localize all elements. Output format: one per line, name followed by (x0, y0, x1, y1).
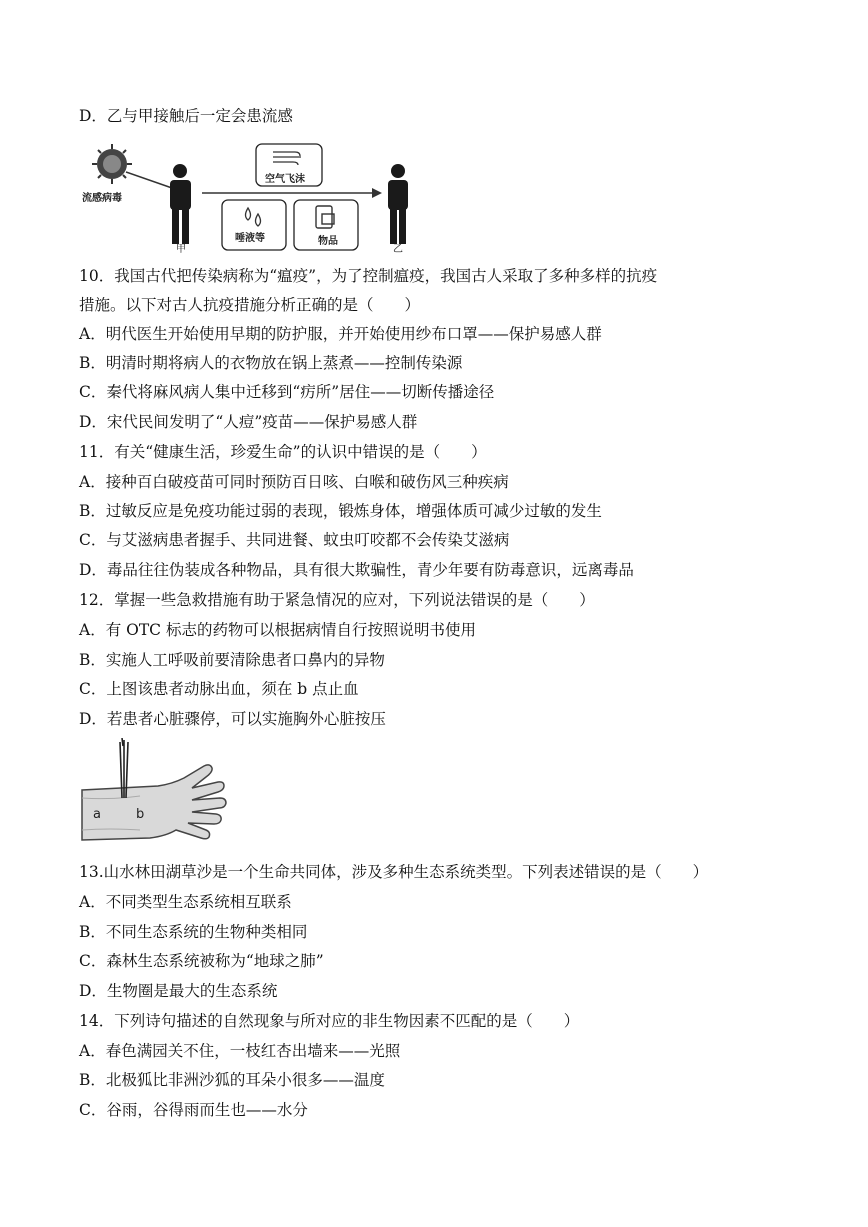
q12-option-d: D．若患者心脏骤停，可以实施胸外心脏按压 (79, 710, 386, 728)
q12-option-a: A．有 OTC 标志的药物可以根据病情自行按照说明书使用 (79, 621, 476, 639)
virus-label: 流感病毒 (82, 193, 122, 204)
arm-bleeding-figure (80, 738, 230, 852)
q12-stem: 12．掌握一些急救措施有助于紧急情况的应对，下列说法错误的是（ ） (79, 591, 595, 609)
q13-option-a: A．不同类型生态系统相互联系 (79, 893, 292, 911)
q10-stem-line2: 措施。以下对古人抗疫措施分析正确的是（ ） (79, 296, 421, 314)
q11-stem: 11．有关“健康生活，珍爱生命”的认识中错误的是（ ） (79, 443, 487, 461)
q10-option-c: C．秦代将麻风病人集中迁移到“疠所”居住——切断传播途径 (79, 383, 495, 401)
virus-icon (92, 144, 132, 184)
q10-stem-line1: 10．我国古代把传染病称为“瘟疫”，为了控制瘟疫，我国古人采取了多种多样的抗疫 (79, 267, 658, 285)
q10-option-d: D．宋代民间发明了“人痘”疫苗——保护易感人群 (79, 413, 418, 431)
q13-stem: 13.山水林田湖草沙是一个生命共同体，涉及多种生态系统类型。下列表述错误的是（ ） (79, 863, 709, 881)
point-b-label: b (136, 807, 145, 822)
q11-option-d: D．毒品往往伪装成各种物品，具有很大欺骗性，青少年要有防毒意识，远离毒品 (79, 561, 634, 579)
flu-transmission-figure (80, 138, 410, 254)
q11-option-c: C．与艾滋病患者握手、共同进餐、蚊虫叮咬都不会传染艾滋病 (79, 531, 510, 549)
q13-option-b: B．不同生态系统的生物种类相同 (79, 923, 308, 941)
person-b-icon (388, 164, 408, 244)
q13-option-c: C．森林生态系统被称为“地球之肺” (79, 952, 324, 970)
person-a-icon (170, 164, 191, 244)
q14-option-c: C．谷雨，谷得雨而生也——水分 (79, 1101, 308, 1119)
q10-option-b: B．明清时期将病人的衣物放在锅上蒸煮——控制传染源 (79, 354, 463, 372)
q11-option-a: A．接种百白破疫苗可同时预防百日咳、白喉和破伤风三种疾病 (79, 473, 509, 491)
saliva-label: 唾液等 (235, 233, 265, 244)
air-droplet-label: 空气飞沫 (265, 174, 305, 185)
q12-option-c: C．上图该患者动脉出血，须在 b 点止血 (79, 680, 359, 698)
q14-option-a: A．春色满园关不住，一枝红杏出墙来——光照 (79, 1042, 401, 1060)
q11-option-b: B．过敏反应是免疫功能过弱的表现，锻炼身体，增强体质可减少过敏的发生 (79, 502, 602, 520)
q9-option-d: D．乙与甲接触后一定会患流感 (79, 107, 293, 125)
q12-option-b: B．实施人工呼吸前要清除患者口鼻内的异物 (79, 651, 385, 669)
point-a-label: a (93, 807, 101, 822)
q10-option-a: A．明代医生开始使用早期的防护服，并开始使用纱布口罩——保护易感人群 (79, 325, 602, 343)
items-label: 物品 (318, 236, 338, 247)
q14-stem: 14．下列诗句描述的自然现象与所对应的非生物因素不匹配的是（ ） (79, 1012, 580, 1030)
q13-option-d: D．生物圈是最大的生态系统 (79, 982, 278, 1000)
person-a-label: 甲 (176, 244, 186, 254)
person-b-label: 乙 (393, 244, 403, 254)
q14-option-b: B．北极狐比非洲沙狐的耳朵小很多——温度 (79, 1071, 385, 1089)
